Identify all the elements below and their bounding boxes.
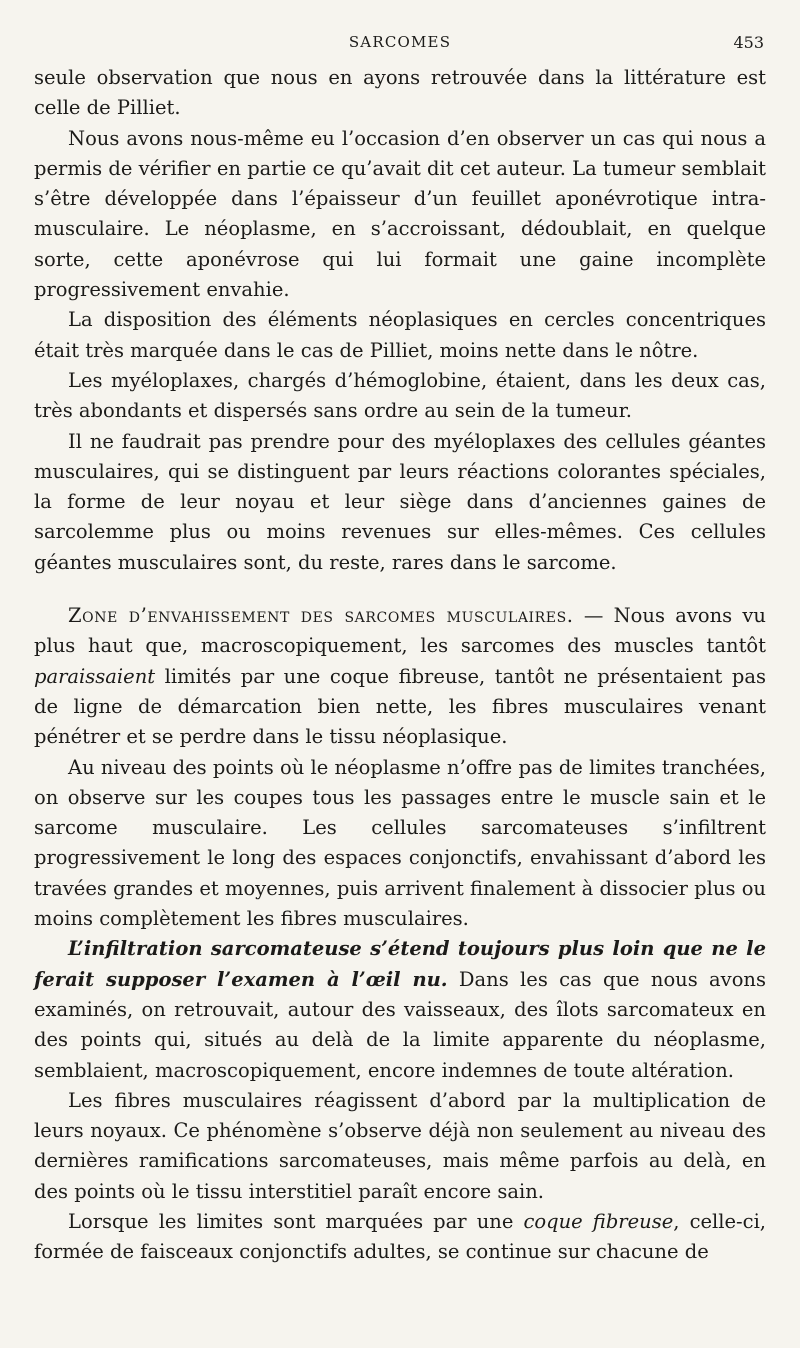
section-paragraph <box>34 601 766 752</box>
paragraph <box>34 1207 766 1268</box>
text-run: Nous avons vu plus haut que, macroscopiquement, les sarcomes des muscles tantôt <box>34 604 766 658</box>
page-number: 453 <box>733 33 764 52</box>
em-dash: — <box>573 604 614 628</box>
text-run: Dans les cas que nous avons examinés, on retrouvait, autour des vaisseaux, des îlots sarcomateux en des points qui, situés au delà de la limite apparente du néoplasme, semblaient, macroscopiquement, encore indemnes de toute altération. <box>34 967 766 1082</box>
body-text <box>34 63 766 1268</box>
paragraph-continued: seule observation que nous en ayons retrouvée dans la littérature est celle de Pilliet. <box>34 66 766 120</box>
paragraph <box>34 934 766 1085</box>
emphasis-text: coque fibreuse <box>523 1209 674 1233</box>
paragraph: Nous avons nous-même eu l’occasion d’en observer un cas qui nous a permis de vérifier en partie ce qu’avait dit cet auteur. La tumeur semblait s’être développée dans l’épaisseur d’un feuillet aponévrotique intra-musculaire. Le néoplasme, en s’accroissant, dédoublait, en quelque sorte, cette aponévrose qui lui formait une gaine incomplète progressivement envahie. <box>34 126 766 302</box>
paragraph: Les myéloplaxes, chargés d’hémoglobine, étaient, dans les deux cas, très abondants et dispersés sans ordre au sein de la tumeur. <box>34 368 766 423</box>
text-run: Lorsque les limites sont marquées par une <box>68 1209 524 1233</box>
running-title: SARCOMES <box>348 33 452 51</box>
running-head <box>0 33 800 57</box>
text-run: limités par une coque fibreuse, tantôt ne présentaient pas de ligne de démarcation bien nette, les fibres musculaires venant pénétrer et se perdre dans le tissu néoplasique. <box>34 664 766 749</box>
paragraph: Les fibres musculaires réagissent d’abord par la multiplication de leurs noyaux. Ce phénomène s’observe déjà non seulement au niveau des dernières ramifications sarcomateuses, mais même parfois au delà, en des points où le tissu interstitiel paraît encore sain. <box>34 1088 766 1203</box>
paragraph: La disposition des éléments néoplasiques en cercles concentriques était très marquée dans le cas de Pilliet, moins nette dans le nôtre. <box>34 308 766 362</box>
paragraph: Au niveau des points où le néoplasme n’offre pas de limites tranchées, on observe sur les coupes tous les passages entre le muscle sain et le sarcome musculaire. Les cellules sarcomateuses s’infiltrent progressivement le long des espaces conjonctifs, envahissant d’abord les travées grandes et moyennes, puis arrivent finalement à dissocier plus ou moins complètement les fibres musculaires. <box>34 755 766 931</box>
text-run: , celle-ci, formée de faisceaux conjonctifs adultes, se continue sur chacune de <box>34 1209 766 1264</box>
emphasis-text: L’infiltration sarcomateuse s’étend toujours plus loin que ne le ferait supposer l’examen à l’œil nu. <box>34 937 766 991</box>
section-heading: Zone d’envahissement des sarcomes musculaires. <box>68 604 574 628</box>
paragraph: Il ne faudrait pas prendre pour des myéloplaxes des cellules géantes musculaires, qui se distinguent par leurs réactions colorantes spéciales, la forme de leur noyau et leur siège dans d’anciennes gaines de sarcolemme plus ou moins revenues sur elles-mêmes. Ces cellules géantes musculaires sont, du reste, rares dans le sarcome. <box>34 429 766 574</box>
emphasis-text: paraissaient <box>34 664 156 688</box>
